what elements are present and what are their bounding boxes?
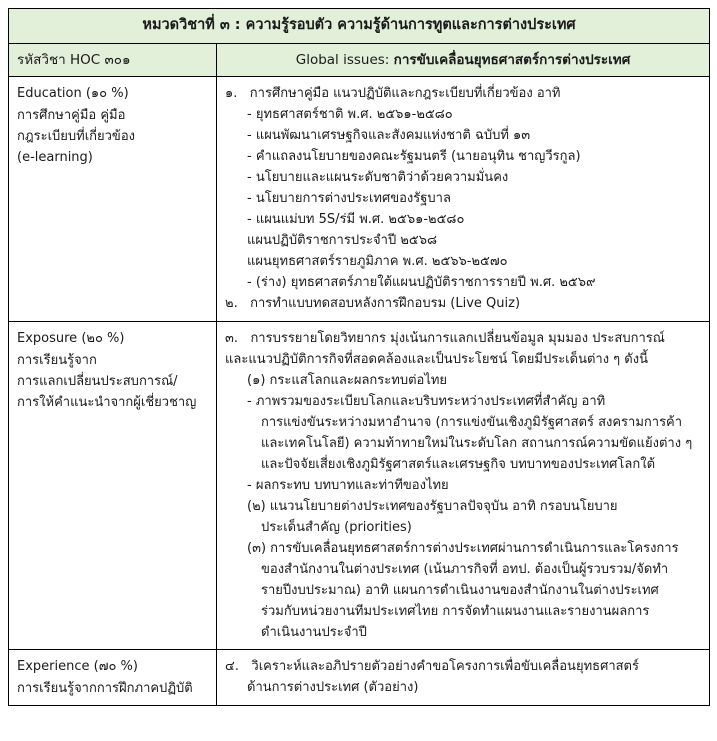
list-item: (๓) การขับเคลื่อนยุทธศาสตร์การต่างประเทศผ่านการดำเนินการและโครงการ	[247, 540, 679, 556]
list-item: รายปีงบประมาณ) อาทิ แผนการดำเนินงานของสำนักงานในต่างประเทศ	[261, 583, 659, 599]
experience-cell	[9, 650, 217, 706]
exposure-line: การเรียนรู้จาก	[17, 352, 97, 368]
table-row	[9, 77, 710, 322]
table-header-row	[9, 43, 710, 76]
list-item	[225, 328, 701, 349]
table-row	[9, 321, 710, 650]
list-item: และเทคโนโลยี) ความท้าทายใหม่ในระดับโลก สถานการณ์ความขัดแย้งต่าง ๆ	[261, 435, 693, 451]
education-line: กฎระเบียบที่เกี่ยวข้อง	[17, 129, 135, 145]
list-item	[225, 293, 701, 314]
experience-line: การเรียนรู้จากการฝึกภาคปฏิบัติ	[17, 681, 193, 697]
list-item: และแนวปฏิบัติการกิจที่สอดคล้องและเป็นประโยชน์ โดยมีประเด็นต่าง ๆ ดังนี้	[225, 351, 648, 367]
subject-code-header: รหัสวิชา HOC ๓๐๑	[9, 43, 217, 76]
exposure-details-cell	[217, 321, 710, 650]
list-item: และปัจจัยเสี่ยงเชิงภูมิรัฐศาสตร์และเศรษฐกิจ บทบาทของประเทศโลกใต้	[261, 456, 656, 472]
item-text: การทำแบบทดสอบหลังการฝึกอบรม (Live Quiz)	[250, 296, 521, 312]
list-item	[225, 83, 701, 104]
education-cell	[9, 77, 217, 322]
item-number: ๑.	[225, 86, 238, 101]
list-item: ร่วมกับหน่วยงานทีมประเทศไทย การจัดทำแผนงานและรายงานผลการ	[261, 604, 650, 620]
list-item: - นโยบายและแผนระดับชาติว่าด้วยความมั่นคง	[247, 170, 509, 186]
table-row	[9, 650, 710, 706]
item-number: ๓.	[225, 330, 239, 346]
list-item: - แผนแม่บท 5S/ร่มี พ.ศ. ๒๕๖๑-๒๕๘๐	[247, 212, 465, 228]
curriculum-table	[8, 8, 710, 706]
education-line: (e-learning)	[17, 150, 93, 166]
list-item: ด้านการต่างประเทศ (ตัวอย่าง)	[247, 680, 419, 696]
list-item: - ภาพรวมของระเบียบโลกและบริบทระหว่างประเทศที่สำคัญ อาทิ	[247, 393, 606, 409]
list-item: - แผนพัฒนาเศรษฐกิจและสังคมแห่งชาติ ฉบับที่ ๑๓	[247, 128, 531, 144]
education-line: การศึกษาคู่มือ คู่มือ	[17, 108, 126, 124]
experience-heading: Experience (๗๐ %)	[17, 659, 138, 675]
table-title-row	[9, 9, 710, 44]
document-title: หมวดวิชาที่ ๓ : ความรู้รอบตัว ความรู้ด้านการทูตและการต่างประเทศ	[9, 9, 710, 44]
list-item: ประเด็นสำคัญ (priorities)	[261, 519, 412, 535]
list-item: แผนยุทธศาสตร์รายภูมิภาค พ.ศ. ๒๕๖๖-๒๕๗๐	[247, 254, 508, 270]
global-issues-text: การขับเคลื่อนยุทธศาสตร์การต่างประเทศ	[393, 51, 631, 68]
item-text: การบรรยายโดยวิทยากร มุ่งเน้นการแลกเปลี่ยนข้อมูล มุมมอง ประสบการณ์	[250, 330, 665, 346]
global-issues-label: Global issues:	[295, 51, 394, 68]
list-item	[225, 656, 701, 677]
education-heading: Education (๑๐ %)	[17, 86, 129, 101]
list-item: ของสำนักงานในต่างประเทศ (เน้นภารกิจที่ อทป. ต้องเป็นผู้รวบรวม/จัดทำ	[261, 562, 669, 578]
exposure-line: การให้คำแนะนำจากผู้เชี่ยวชาญ	[17, 394, 197, 410]
list-item: - นโยบายการต่างประเทศของรัฐบาล	[247, 191, 451, 207]
item-text: การศึกษาคู่มือ แนวปฏิบัติและกฎระเบียบที่เกี่ยวข้อง อาทิ	[249, 86, 561, 101]
list-item: (๒) แนวนโยบายต่างประเทศของรัฐบาลปัจจุบัน อาทิ กรอบนโยบาย	[247, 498, 618, 514]
list-item: (๑) กระแสโลกและผลกระทบต่อไทย	[247, 372, 448, 388]
item-number: ๔.	[225, 659, 239, 675]
list-item: การแข่งขันระหว่างมหาอำนาจ (การแข่งขันเชิงภูมิรัฐศาสตร์ สงครามการค้า	[261, 414, 683, 430]
list-item: ดำเนินงานประจำปี	[261, 625, 367, 641]
list-item: แผนปฏิบัติราชการประจำปี ๒๕๖๘	[247, 233, 438, 249]
list-item: - คำแถลงนโยบายของคณะรัฐมนตรี (นายอนุทิน ชาญวีรกูล)	[247, 149, 581, 165]
exposure-cell	[9, 321, 217, 650]
item-number: ๒.	[225, 296, 238, 312]
exposure-heading: Exposure (๒๐ %)	[17, 330, 125, 346]
global-issues-header	[217, 43, 710, 76]
exposure-line: การแลกเปลี่ยนประสบการณ์/	[17, 373, 178, 389]
experience-details-cell	[217, 650, 710, 706]
item-text: วิเคราะห์และอภิปรายตัวอย่างคำขอโครงการเพื่อขับเคลื่อนยุทธศาสตร์	[251, 659, 639, 675]
list-item: - ยุทธศาสตร์ชาติ พ.ศ. ๒๕๖๑-๒๕๘๐	[247, 107, 453, 123]
education-details-cell	[217, 77, 710, 322]
list-item: - ผลกระทบ บทบาทและท่าทีของไทย	[247, 477, 449, 493]
list-item: - (ร่าง) ยุทธศาสตร์ภายใต้แผนปฏิบัติราชการรายปี พ.ศ. ๒๕๖๙	[247, 275, 596, 291]
